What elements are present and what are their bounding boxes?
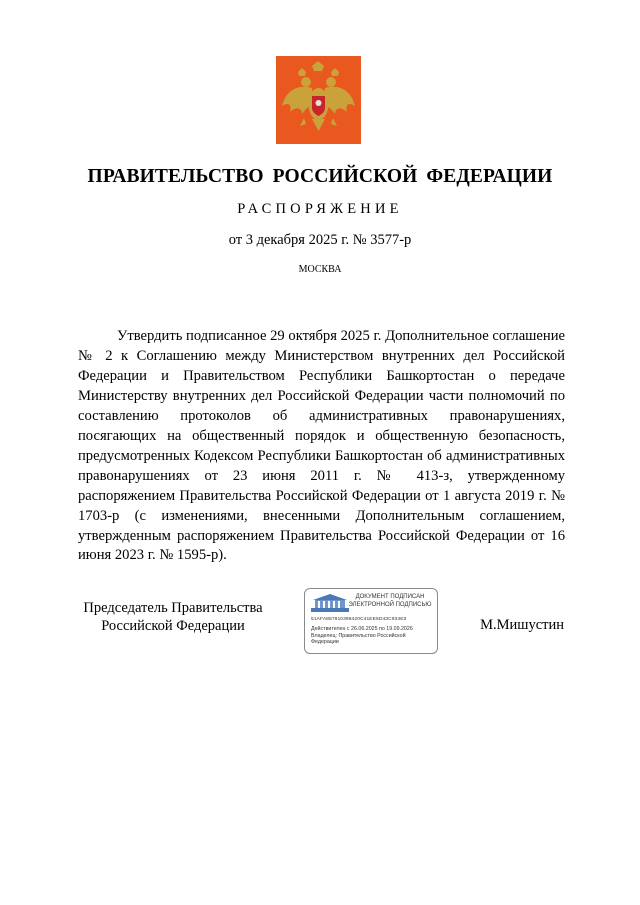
government-building-icon (311, 594, 349, 612)
signer-name: М.Мишустин (480, 617, 564, 633)
stamp-validity: Действителен с 26.06.2025 по 19.09.2026 (311, 626, 413, 632)
stamp-certificate-number: 51AFA887810398420C41EE5D43C933E3 (311, 617, 407, 622)
signer-position (78, 600, 268, 635)
stamp-owner: Владелец: Правительство Российской Федерации (311, 633, 406, 646)
signer-position-line1: Председатель Правительства (83, 600, 263, 616)
coat-of-arms-icon (276, 56, 361, 144)
document-type: РАСПОРЯЖЕНИЕ (237, 201, 403, 217)
electronic-signature-stamp (304, 588, 438, 654)
signer-position-line2: Российской Федерации (101, 617, 245, 634)
document-date-number: от 3 декабря 2025 г. № 3577-р (228, 232, 412, 248)
document-title: ПРАВИТЕЛЬСТВО РОССИЙСКОЙ ФЕДЕРАЦИИ (87, 166, 553, 187)
order-paragraph: Утвердить подписанное 29 октября 2025 г. Дополнительное соглашение № 2 к Соглашению между Министерством внутренних дел Российской Федерации и Правительством Республики Башкортостан о передаче Министерству внутренних дел Российской Федерации части полномочий по составлению протоколов об административных правонарушениях, посягающих на общественный порядок и общественную безопасность, предусмотренных Кодексом Республики Башкортостан об административных правонарушениях от 23 июня 2011 г. № 413-з, утвержденному распоряжением Правительства Российской Федерации от 1 августа 2019 г. № 1703-р (с изменениями, внесенными Дополнительным соглашением, утвержденным распоряжением Правительства Российской Федерации от 16 июня 2023 г. № 1595-р). (78, 328, 565, 564)
document-city: МОСКВА (298, 264, 342, 275)
stamp-heading-line2: ЭЛЕКТРОННОЙ ПОДПИСЬЮ (348, 601, 432, 608)
stamp-heading-line1: ДОКУМЕНТ ПОДПИСАН (355, 594, 425, 600)
stamp-heading (345, 594, 435, 609)
